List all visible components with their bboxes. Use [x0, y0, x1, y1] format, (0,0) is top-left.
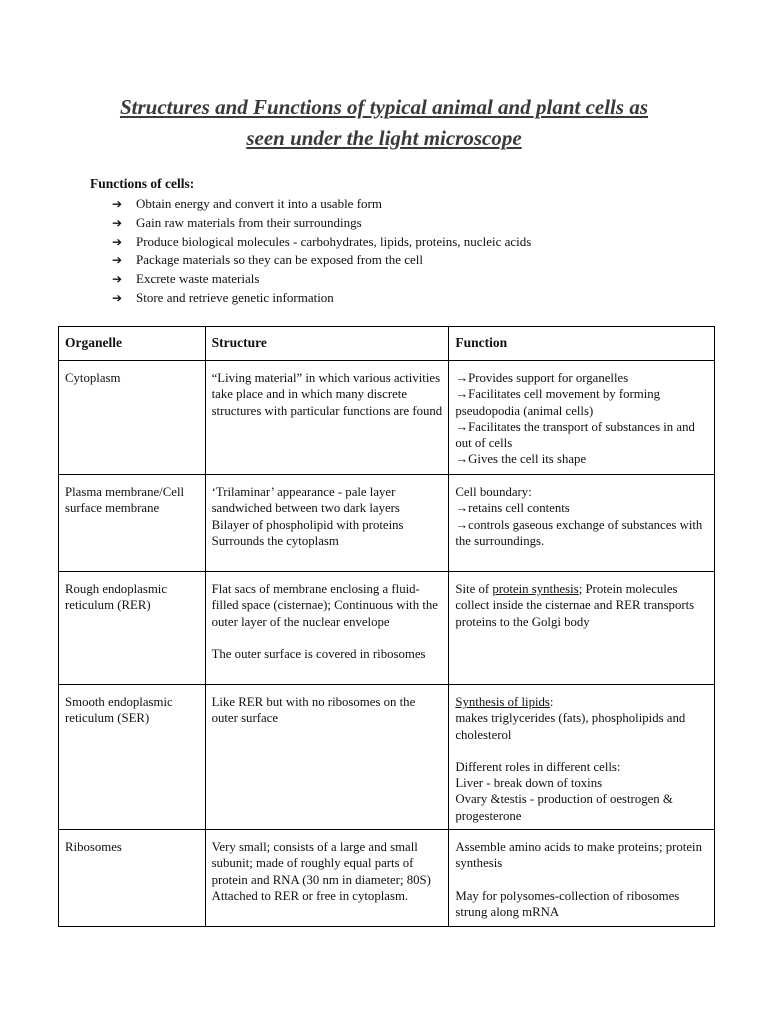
organelle-cell: Ribosomes — [59, 830, 206, 927]
column-header-structure: Structure — [205, 327, 449, 361]
arrow-bullet-icon: ➔ — [112, 197, 123, 211]
structure-cell: Flat sacs of membrane enclosing a fluid-filled space (cisternae); Continuous with the outer layer of the nuclear envelope The outer surface is covered in ribosomes — [205, 572, 449, 685]
structure-cell: “Living material” in which various activities take place and in which many discrete structures with particular functions are found — [205, 361, 449, 475]
list-item: ➔ Obtain energy and convert it into a usable form — [112, 195, 531, 214]
table-row — [59, 685, 715, 830]
arrow-bullet-icon: ➔ — [112, 215, 123, 230]
list-item: ➔ Excrete waste materials — [112, 270, 531, 289]
function-cell: Cell boundary: →retains cell contents →controls gaseous exchange of substances with the surroundings. — [449, 475, 715, 572]
title-line-2: seen under the light microscope — [246, 126, 522, 150]
function-cell: Synthesis of lipids: makes triglycerides (fats), phospholipids and cholesterol Different roles in different cells: Liver - break down of toxins Ovary &testis - production of oestrogen & progesterone — [449, 685, 715, 830]
table-row — [59, 361, 715, 475]
list-item: ➔ Produce biological molecules - carbohydrates, lipids, proteins, nucleic acids — [112, 233, 531, 252]
functions-list — [112, 195, 531, 308]
table-row — [59, 475, 715, 572]
column-header-organelle: Organelle — [59, 327, 206, 361]
arrow-bullet-icon: ➔ — [112, 234, 123, 249]
organelle-cell: Smooth endoplasmic reticulum (SER) — [59, 685, 206, 830]
function-cell: Site of protein synthesis; Protein molecules collect inside the cisternae and RER transports proteins to the Golgi body — [449, 572, 715, 685]
arrow-bullet-icon: ➔ — [112, 253, 123, 268]
organelle-table — [58, 326, 715, 927]
organelle-cell: Rough endoplasmic reticulum (RER) — [59, 572, 206, 685]
organelle-cell: Plasma membrane/Cell surface membrane — [59, 475, 206, 572]
list-item: ➔ Package materials so they can be exposed from the cell — [112, 251, 531, 270]
title-line-1: Structures and Functions of typical animal and plant cells as — [119, 95, 648, 119]
arrow-bullet-icon: ➔ — [112, 290, 123, 305]
arrow-bullet-icon: ➔ — [112, 272, 123, 287]
table-row — [59, 830, 715, 927]
organelle-cell: Cytoplasm — [59, 361, 206, 475]
structure-cell: Like RER but with no ribosomes on the outer surface — [205, 685, 449, 830]
list-item: ➔ Store and retrieve genetic information — [112, 289, 531, 308]
function-cell: →Provides support for organelles →Facilitates cell movement by forming pseudopodia (animal cells) →Facilitates the transport of substances in and out of cells →Gives the cell its shape — [449, 361, 715, 475]
structure-cell: ‘Trilaminar’ appearance - pale layer sandwiched between two dark layers Bilayer of phospholipid with proteins Surrounds the cytoplasm — [205, 475, 449, 572]
functions-heading: Functions of cells: — [90, 176, 195, 191]
column-header-function: Function — [449, 327, 715, 361]
structure-cell: Very small; consists of a large and small subunit; made of roughly equal parts of protein and RNA (30 nm in diameter; 80S) Attached to RER or free in cytoplasm. — [205, 830, 449, 927]
table-header-row — [59, 327, 715, 361]
function-cell: Assemble amino acids to make proteins; protein synthesis May for polysomes-collection of ribosomes strung along mRNA — [449, 830, 715, 927]
page-title — [60, 92, 708, 154]
list-item: ➔ Gain raw materials from their surroundings — [112, 214, 531, 233]
table-row — [59, 572, 715, 685]
